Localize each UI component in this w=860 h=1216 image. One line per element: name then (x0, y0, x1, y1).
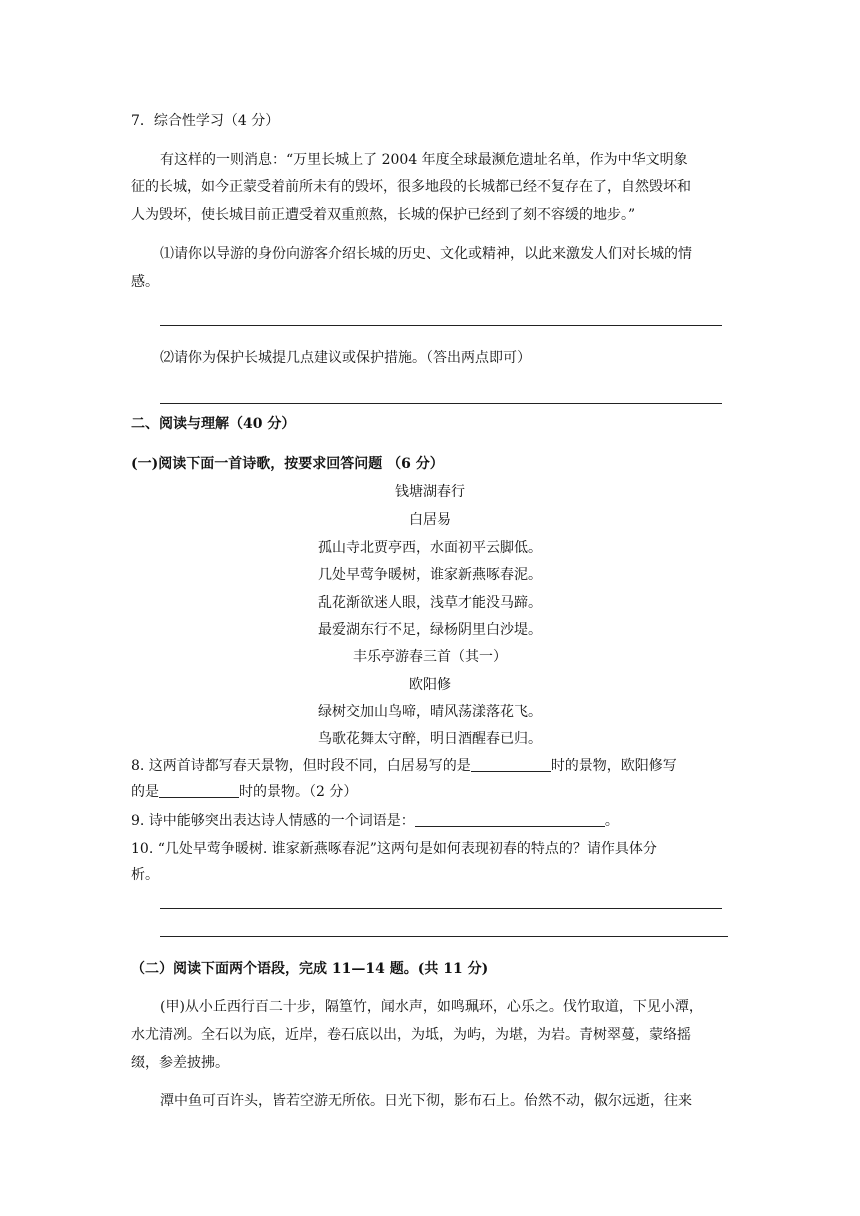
subquestion-2: ⑵请你为保护长城提几点建议或保护措施。（答出两点即可） (160, 350, 531, 366)
poem-1-line: 最爱湖东行不足，绿杨阴里白沙堤。 (318, 622, 542, 638)
poem-1-line: 孤山寺北贾亭西，水面初平云脚低。 (318, 540, 542, 556)
question-8-text: 的是 (131, 784, 159, 800)
news-line-3: 人为毁坏，使长城目前正遭受着双重煎熬，长城的保护已经到了刻不容缓的地步。” (131, 207, 636, 223)
question-10-line-2: 析。 (131, 867, 159, 883)
poem-2-line: 绿树交加山鸟啼，晴风荡漾落花飞。 (318, 704, 542, 720)
poem-2-line: 鸟歌花舞太守醉，明日酒醒春已归。 (318, 731, 542, 747)
question-10-line-1: 10. “几处早莺争暖树. 谁家新燕啄春泥”这两句是如何表现初春的特点的？请作具体分 (131, 841, 657, 857)
news-line-1: 有这样的一则消息：“万里长城上了 2004 年度全球最濒危遗址名单，作为中华文明象 (160, 152, 688, 168)
answer-line (160, 325, 722, 326)
answer-blank[interactable] (415, 812, 605, 827)
news-line-2: 征的长城，如今正蒙受着前所未有的毁坏，很多地段的长城都已经不复存在了，自然毁坏和 (131, 179, 691, 195)
question-9-text: 9. 诗中能够突出表达诗人情感的一个词语是： (131, 813, 415, 829)
question-9-text: 。 (604, 813, 619, 829)
part-2-title: （二）阅读下面两个语段，完成 11—14 题。(共 11 分) (131, 961, 489, 977)
answer-line (160, 908, 722, 909)
poem-1-line: 乱花渐欲迷人眼，浅草才能没马蹄。 (318, 595, 542, 611)
answer-line (160, 403, 722, 404)
poem-2-author: 欧阳修 (409, 677, 451, 693)
part-1-title: (一)阅读下面一首诗歌，按要求回答问题 （6 分） (131, 456, 444, 472)
section-2-title: 二、阅读与理解（40 分） (131, 416, 296, 432)
question-8-line-1 (131, 756, 677, 776)
question-8-line-2 (131, 782, 357, 802)
answer-line (160, 936, 728, 937)
poem-1-title: 钱塘湖春行 (395, 484, 465, 500)
passage-1-line-3: 缀，参差披拂。 (131, 1055, 229, 1071)
passage-1-line-1: (甲)从小丘西行百二十步，隔篁竹，闻水声，如鸣珮环，心乐之。伐竹取道，下见小潭， (160, 999, 703, 1015)
question-8-text: 时的景物。（2 分） (239, 784, 358, 800)
question-8-text: 时的景物，欧阳修写 (550, 758, 677, 774)
poem-2-title: 丰乐亭游春三首（其一） (353, 649, 507, 665)
question-9 (131, 811, 619, 831)
passage-2-line-1: 潭中鱼可百许头，皆若空游无所依。日光下彻，影布石上。佁然不动，俶尔远逝，往来 (160, 1093, 692, 1109)
answer-blank[interactable] (471, 757, 551, 772)
question-7-title: 7．综合性学习（4 分） (131, 113, 280, 129)
subquestion-1-line-1: ⑴请你以导游的身份向游客介绍长城的历史、文化或精神，以此来激发人们对长城的情 (160, 246, 692, 262)
question-8-text: 8. 这两首诗都写春天景物，但时段不同，白居易写的是 (131, 758, 471, 774)
answer-blank[interactable] (159, 783, 239, 798)
passage-1-line-2: 水尤清冽。全石以为底，近岸，卷石底以出，为坻，为屿，为堪，为岩。青树翠蔓，蒙络摇 (131, 1027, 691, 1043)
poem-1-author: 白居易 (409, 512, 451, 528)
poem-1-line: 几处早莺争暖树，谁家新燕啄春泥。 (318, 567, 542, 583)
subquestion-1-line-2: 感。 (131, 274, 159, 290)
